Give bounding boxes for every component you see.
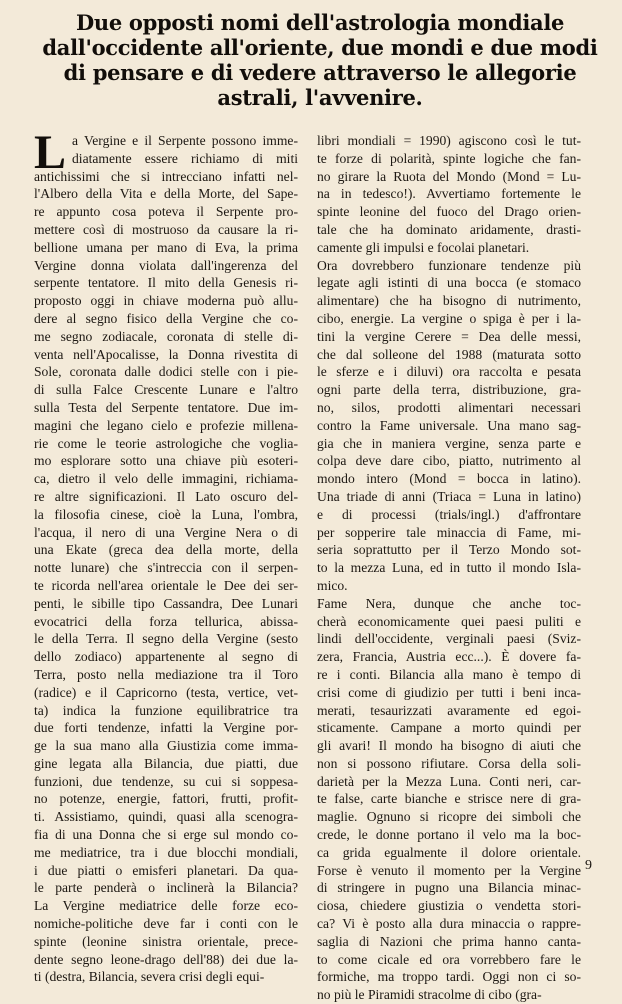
text-line: due forti tendenze, infatti la Vergine por- <box>34 720 298 736</box>
title-line: Due opposti nomi dell'astrologia mondiale <box>75 10 565 35</box>
text-line: te forze di polarità, spinte logiche che fan- <box>317 150 581 166</box>
text-line: cibo, energie. La vergine o spiga è per i la- <box>317 310 581 326</box>
text-line: saglia di Nazioni che prima hanno canta- <box>317 933 581 949</box>
text-line: penti, le sibille tipo Cassandra, Dee Lunari <box>34 595 298 611</box>
text-line: nomiche-politiche deve far i conti con le <box>34 916 298 932</box>
text-line: mo esplorare sotto una chiave più esoteri- <box>34 453 298 469</box>
text-line: le della Terra. Il segno della Vergine (sesto <box>34 631 298 647</box>
text-line: venta nell'Apocalisse, la Donna rivestita di <box>34 346 298 362</box>
text-line: te false, carte bianche e strisce nere di gra- <box>317 791 581 807</box>
text-line: zera, Francia, Austria ecc...). È dovere fa- <box>317 649 581 665</box>
text-line: le parte penderà o inclinerà la Bilancia? <box>34 880 298 896</box>
text-line: non si possono rifiutare. Corsa della soli- <box>317 755 581 771</box>
text-line: bellione umana per mano di Eva, la prima <box>34 239 298 255</box>
text-line: proposto oggi in chiave moderna può allu- <box>34 293 298 309</box>
text-line: gia che in maniera vergine, senza parte e <box>317 435 581 451</box>
text-line: tale che ha dominato aridamente, drasti- <box>317 221 581 237</box>
text-line: funzioni, due tendenze, su cui si soppesa- <box>34 773 298 789</box>
text-line: dere al segno fisico della Vergine che co- <box>34 310 298 326</box>
text-line: maglie. Ognuno si ricopre dei simboli che <box>317 809 581 825</box>
article-title <box>40 10 600 110</box>
text-line: Fame Nera, dunque che anche toc- <box>317 595 581 611</box>
text-line: per sopperire tale minaccia di Fame, mi- <box>317 524 581 540</box>
text-line: re appunto cosa poteva il Serpente pro- <box>34 204 298 220</box>
text-line: ge la sua mano alla Giustizia come imma- <box>34 738 298 754</box>
text-line: to la mezza Luna, ed in tutto il mondo Isla- <box>317 560 581 576</box>
text-line: ti. Assistiamo, quindi, quasi alla scenogra- <box>34 809 298 825</box>
text-line: Una triade di anni (Triaca = Luna in latino) <box>317 488 581 504</box>
text-line: sticamente. Campane a morto quindi per <box>317 720 581 736</box>
text-line: la filosofia cinese, cioè la Luna, l'ombra, <box>34 506 298 522</box>
text-line: ciosa, chiedere giustizia o vendetta stori- <box>317 898 581 914</box>
right-column <box>317 132 581 1004</box>
text-line: legate agli istinti di una bocca (e stomaco <box>317 275 581 291</box>
text-line: no più le Piramidi stracolme di cibo (gra- <box>317 987 542 1003</box>
title-line: astrali, l'avvenire. <box>217 85 423 110</box>
text-line: antichissimi che si intrecciano infatti nel- <box>34 168 298 184</box>
text-line: cherà economicamente quei paesi puliti e <box>317 613 581 629</box>
text-line: mettere così di mostruoso da causare la ri- <box>34 221 298 237</box>
text-line: ca, dietro il velo delle immagini, richiama- <box>34 471 298 487</box>
text-line: La Vergine mediatrice delle forze eco- <box>34 898 298 914</box>
text-line: ta) indica la funzione equilibratrice tra <box>34 702 298 718</box>
text-line: diatamente essere richiamo di miti <box>72 150 298 166</box>
text-line: Vergine donna violata dall'ingerenza del <box>34 257 298 273</box>
text-line: magini che legano cielo e profezie millena- <box>34 417 298 433</box>
text-line: merati, tesaurizzati avaramente ed egoi- <box>317 702 581 718</box>
text-line: lindi dell'occidente, verginali paesi (Sviz- <box>317 631 581 647</box>
text-line: crede, le donne portano il velo ma la boc- <box>317 827 581 843</box>
text-line: ca grida egualmente il dolore orientale. <box>317 844 581 860</box>
title-line: dall'occidente all'oriente, due mondi e due modi <box>42 35 598 60</box>
text-line: l'acqua, il nero di una Vergine Nera o di <box>34 524 298 540</box>
text-line: l'Albero della Vita e della Morte, del Sape- <box>34 186 298 202</box>
text-line: ca? Vi è posto alla dura minaccia o rappre- <box>317 916 581 932</box>
text-line: i due piatti o emisferi planetari. Da qua- <box>34 862 298 878</box>
text-line: di sulla Falce Crescente Lunare e l'altro <box>34 382 298 398</box>
text-line: spinte leonine del fuoco del Drago orien- <box>317 204 581 220</box>
text-line: contro la Fame universale. Una mano sag- <box>317 417 581 433</box>
text-line: darietà per la Mezza Luna. Conti neri, car- <box>317 773 581 789</box>
text-line: gli avari! Il mondo ha bisogno di aiuti che <box>317 738 581 754</box>
text-line: no potenze, energie, fattori, frutti, profit- <box>34 791 298 807</box>
text-line: libri mondiali = 1990) agiscono così le tut- <box>317 133 581 148</box>
text-line: na in tedesco!). Avvertiamo fortemente le <box>317 186 581 202</box>
text-line: no girare la Ruota del Mondo (Mond = Lu- <box>317 168 581 184</box>
text-line: formiche, ma troppo tardi. Oggi non ci so- <box>317 969 581 985</box>
text-line: Forse è venuto il momento per la Vergine <box>317 862 581 878</box>
left-column <box>34 126 298 986</box>
text-line: ogni parte della terra, distribuzione, gra- <box>317 382 581 398</box>
text-line: tini la vergine Cerere = Dea delle messi, <box>317 328 581 344</box>
text-line: mico. <box>317 577 348 593</box>
text-line: sulla Testa del Serpente tentatore. Due im- <box>34 399 298 415</box>
text-line: spinte (leonine sinistra orientale, prece- <box>34 933 298 949</box>
text-line: di stringere in pugno una Bilancia minac- <box>317 880 581 896</box>
text-line: dello zodiaco) appartenente al segno di <box>34 649 298 665</box>
text-line: seria soprattutto per il Terzo Mondo sot- <box>317 542 581 558</box>
text-line: (radice) e il Capricorno (testa, vertice, vet- <box>34 684 298 700</box>
text-line: camente gli impulsi e focolai planetari. <box>317 239 530 255</box>
text-line: serpente tentatore. Il mito della Genesis ri- <box>34 275 298 291</box>
text-line: Terra, posto nella mediazione tra il Toro <box>34 666 298 682</box>
text-line: rie come le teorie astrologiche che voglia- <box>34 435 298 451</box>
text-line: Ora dovrebbero funzionare tendenze più <box>317 257 581 273</box>
text-line: ti (destra, Bilancia, severa crisi degli equi- <box>34 969 265 985</box>
text-line: alimentare) che ha bisogno di nutrimento, <box>317 293 581 309</box>
text-line: gine legata alla Bilancia, due piatti, due <box>34 755 298 771</box>
text-line: mondo intero (Mond = bocca in latino). <box>317 471 581 487</box>
text-line: notte lunare) che s'intreccia con il serpen- <box>34 560 298 576</box>
text-line: re altre significazioni. Il Lato oscuro del- <box>34 488 298 504</box>
text-line: che dal solleone del 1988 (maturata sotto <box>317 346 581 362</box>
text-line: le sferze e i diluvi) ora raccolta e pesata <box>317 364 581 380</box>
text-line: me mediatrice, tra i due blocchi mondiali, <box>34 844 298 860</box>
text-line: re i conti. Bilancia alla mano è tempo di <box>317 666 581 682</box>
drop-cap: L <box>34 126 67 179</box>
title-line: di pensare e di vedere attraverso le allegorie <box>63 60 577 85</box>
text-line: una Ekate (greca dea della morte, della <box>34 542 298 558</box>
text-line: evocatrici della forza tellurica, abissa- <box>34 613 298 629</box>
text-line: e di processi (trials/ingl.) d'affrontare <box>317 506 581 522</box>
text-line: a Vergine e il Serpente possono imme- <box>72 133 298 148</box>
text-line: crisi come di giudizio per tutti i beni inca- <box>317 684 581 700</box>
text-line: dente segno leone-drago dell'88) dei due la- <box>34 951 298 967</box>
page-number: 9 <box>585 858 592 873</box>
text-line: colpa deve dare cibo, piatto, nutrimento al <box>317 453 581 469</box>
text-line: fia di una Donna che si erge sul mondo co- <box>34 827 298 843</box>
text-line: to come cicale ed ora vorrebbero fare le <box>317 951 581 967</box>
text-line: te ricorda nell'area orientale le Dee dei ser- <box>34 577 298 593</box>
text-line: me segno zodiacale, coronata di stelle di- <box>34 328 298 344</box>
text-line: no, silos, prodotti alimentari necessari <box>317 399 581 415</box>
text-line: Sole, coronata dalle dodici stelle con i pie- <box>34 364 298 380</box>
